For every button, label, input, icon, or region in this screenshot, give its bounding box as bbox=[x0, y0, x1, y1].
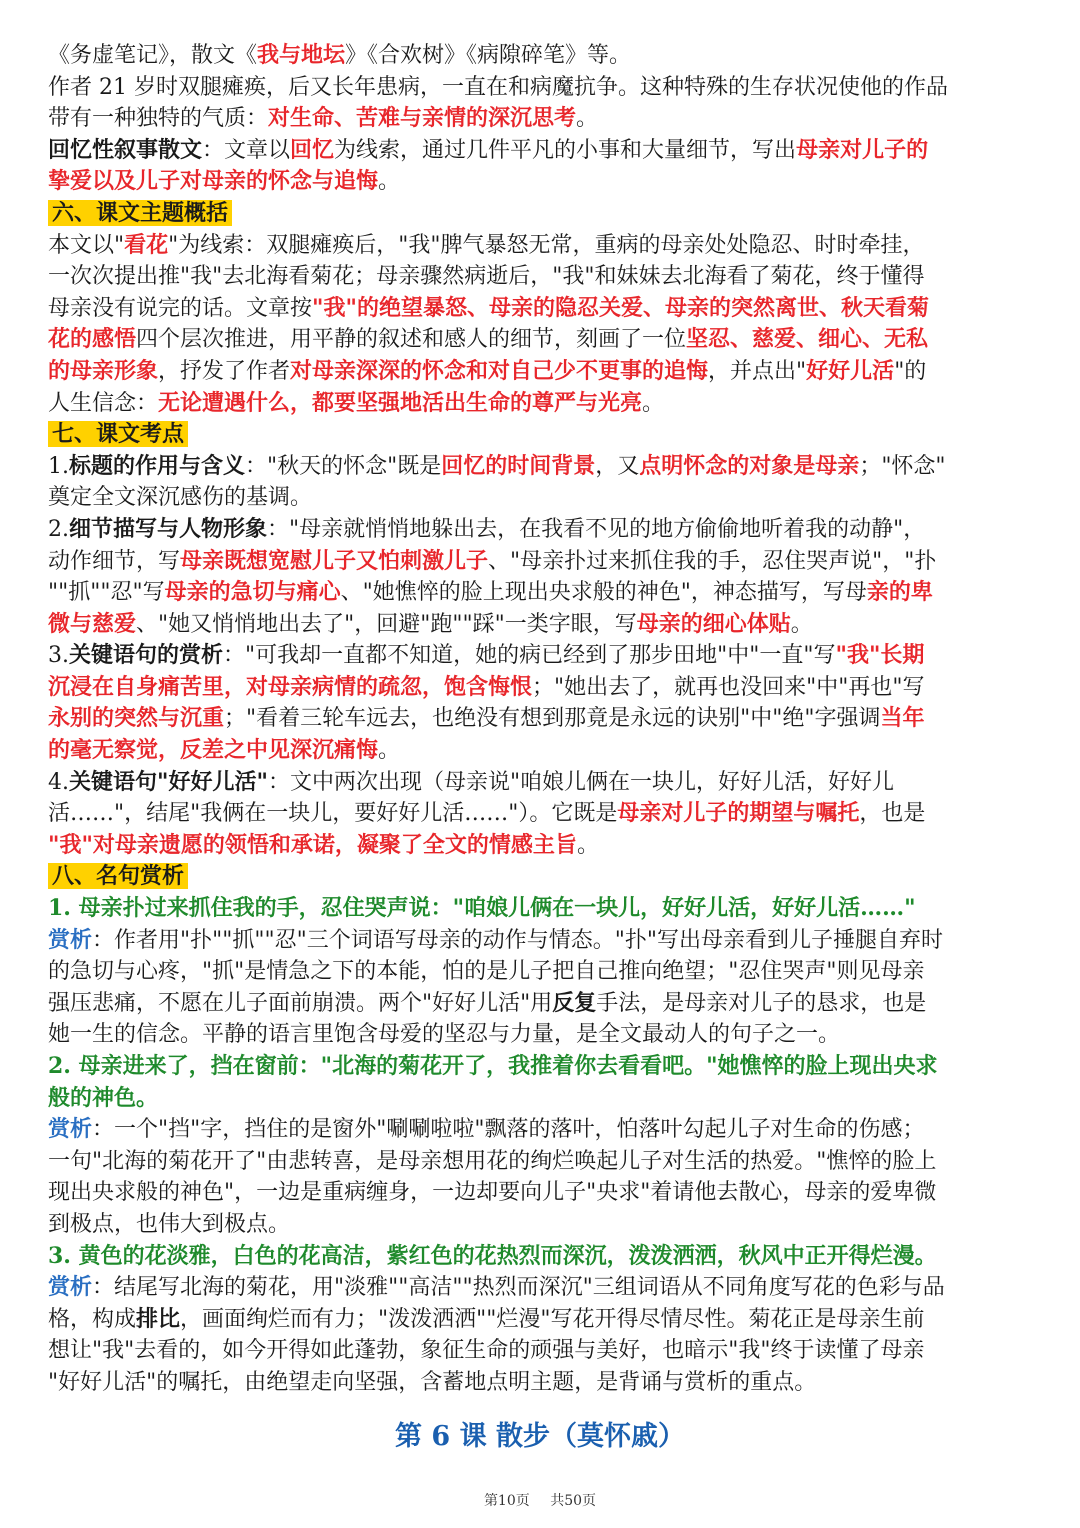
text-run: ；"她出去了，就再也没回来"中"再也"写 bbox=[532, 674, 925, 700]
text-run: ："秋天的怀念"既是 bbox=[245, 453, 442, 479]
text-run: ："母亲就悄悄地躲出去，在我看不见的地方偷偷地听着我的动静"， bbox=[267, 516, 926, 542]
text-line bbox=[48, 230, 1038, 262]
text-run: ：结尾写北海的菊花，用"淡雅""高洁""热烈而深沉"三组词语从不同角度写花的色彩与品 bbox=[92, 1275, 945, 1301]
text-run: 、"母亲扑过来抓住我的手，忍住哭声说"，"扑 bbox=[488, 548, 937, 574]
emphasis-text: 对母亲深深的怀念和对自己少不更事的追悔 bbox=[290, 357, 709, 384]
text-line bbox=[48, 293, 1038, 325]
text-run: "好好儿活"的嘱托，由绝望走向坚强，含蓄地点明主题，是背诵与赏析的重点。 bbox=[48, 1369, 817, 1395]
text-line bbox=[48, 988, 1038, 1020]
text-run: 。 bbox=[378, 738, 401, 764]
document-body bbox=[48, 40, 1038, 1399]
emphasis-text: 亲的卑 bbox=[866, 579, 933, 606]
emphasis-text: 回忆 bbox=[290, 136, 335, 163]
emphasis-text: 好好儿活 bbox=[806, 357, 895, 384]
section-heading: 六、课文主题概括 bbox=[48, 200, 232, 226]
text-run: 母亲没有说完的话。文章按 bbox=[48, 295, 313, 321]
text-run: 人生信念： bbox=[48, 390, 159, 416]
text-line bbox=[48, 356, 1038, 388]
text-line bbox=[48, 1177, 1038, 1209]
text-run: ：文章以 bbox=[202, 137, 291, 163]
bold-term: 关键语句"好好儿活" bbox=[69, 768, 268, 795]
emphasis-text: 沉浸在自身痛苦里，对母亲病情的疏忽，饱含悔恨 bbox=[48, 673, 533, 700]
text-line bbox=[48, 767, 1038, 799]
text-run: ：文中两次出现（母亲说"咱娘儿俩在一块儿，好好儿活，好好儿 bbox=[267, 769, 895, 795]
text-line bbox=[48, 1335, 1038, 1367]
text-line bbox=[48, 1051, 1038, 1083]
text-line bbox=[48, 103, 1038, 135]
emphasis-text: 的母亲形象 bbox=[48, 357, 159, 384]
emphasis-text: 母亲既想宽慰儿子又怕刺激儿子 bbox=[180, 547, 489, 574]
emphasis-text: 母亲对儿子的 bbox=[796, 136, 929, 163]
emphasis-text: 挚爱以及儿子对母亲的怀念与追悔 bbox=[48, 168, 379, 195]
text-run: 4. bbox=[48, 769, 69, 795]
text-run: 。 bbox=[378, 169, 401, 195]
text-run: ，也是 bbox=[859, 801, 926, 827]
text-line bbox=[48, 1209, 1038, 1241]
text-line bbox=[48, 956, 1038, 988]
text-line bbox=[48, 577, 1038, 609]
text-run: 奠定全文深沉感伤的基调。 bbox=[48, 485, 313, 511]
text-line bbox=[48, 451, 1038, 483]
text-run: 作者 21 岁时双腿瘫痪，后又长年患病，一直在和病魔抗争。这种特殊的生存状况使他的作品 bbox=[48, 74, 948, 100]
text-line bbox=[48, 798, 1038, 830]
emphasis-text: 回忆的时间背景 bbox=[441, 452, 596, 479]
text-run: 手法，是母亲对儿子的恳求，也是 bbox=[596, 990, 927, 1016]
text-run: 《务虚笔记》，散文《 bbox=[48, 43, 258, 68]
text-line bbox=[48, 1272, 1038, 1304]
text-line bbox=[48, 925, 1038, 957]
bold-term: 反复 bbox=[552, 989, 597, 1016]
page-total: 共50页 bbox=[550, 1493, 597, 1509]
text-line bbox=[48, 893, 1038, 925]
text-run: 本文以" bbox=[48, 232, 125, 258]
text-run: ：作者用"扑""抓""忍"三个词语写母亲的动作与情态。"扑"写出母亲看到儿子捶腿自弃时 bbox=[92, 927, 943, 953]
bold-term: 排比 bbox=[136, 1305, 181, 1332]
section-heading-line bbox=[48, 198, 1038, 230]
bold-term: 回忆性叙事散文 bbox=[48, 136, 203, 163]
text-run: 、"她憔悴的脸上现出央求般的神色"，神态描写，写母 bbox=[340, 580, 867, 606]
text-run: 四个层次推进，用平静的叙述和感人的细节，刻画了一位 bbox=[136, 327, 687, 353]
text-run: ；"怀念" bbox=[859, 453, 946, 479]
text-run: ；"看着三轮车远去，也绝没有想到那竟是永远的诀别"中"绝"字强调 bbox=[224, 706, 881, 732]
text-line bbox=[48, 135, 1038, 167]
text-line bbox=[48, 482, 1038, 514]
text-run: 格，构成 bbox=[48, 1306, 137, 1332]
section-heading-line bbox=[48, 861, 1038, 893]
emphasis-text: 坚忍、慈爱、细心、无私 bbox=[686, 326, 929, 353]
text-run: 。 bbox=[790, 611, 813, 637]
text-run: ，又 bbox=[595, 453, 640, 479]
text-run: "为线索：双腿瘫痪后，"我"脾气暴怒无常，重病的母亲处处隐忍、时时牵挂， bbox=[168, 232, 925, 258]
emphasis-text: 对生命、苦难与亲情的深沉思考 bbox=[268, 105, 577, 132]
text-run: 现出央求般的神色"，一边是重病缠身，一边却要向儿子"央求"着请他去散心，母亲的爱卑微 bbox=[48, 1180, 937, 1206]
text-line bbox=[48, 388, 1038, 420]
emphasis-text: 花的感悟 bbox=[48, 326, 137, 353]
analysis-label: 赏析 bbox=[48, 1116, 93, 1143]
text-line bbox=[48, 261, 1038, 293]
section-heading: 七、课文考点 bbox=[48, 421, 188, 447]
text-line bbox=[48, 40, 1038, 72]
text-line bbox=[48, 514, 1038, 546]
emphasis-text: 无论遭遇什么，都要坚强地活出生命的尊严与光亮 bbox=[158, 389, 643, 416]
text-run: 。 bbox=[576, 832, 599, 858]
text-run: 》《合欢树》《病隙碎笔》等。 bbox=[345, 43, 632, 68]
text-run: 。 bbox=[642, 390, 665, 416]
analysis-label: 赏析 bbox=[48, 1274, 93, 1301]
bold-term: 关键语句的赏析 bbox=[69, 642, 224, 669]
text-run: 一次次提出推"我"去北海看菊花；母亲骤然病逝后，"我"和妹妹去北海看了菊花，终于懂得 bbox=[48, 264, 925, 290]
quote-text: 1. 母亲扑过来抓住我的手，忍住哭声说："咱娘儿俩在一块儿，好好儿活，好好儿活……" bbox=[48, 895, 916, 922]
emphasis-text: "我"的绝望暴怒、母亲的隐忍关爱、母亲的突然离世、秋天看菊 bbox=[312, 294, 929, 321]
text-line bbox=[48, 166, 1038, 198]
text-line bbox=[48, 1083, 1038, 1115]
emphasis-text: "我"长期 bbox=[835, 642, 925, 669]
quote-text: 2. 母亲进来了，挡在窗前："北海的菊花开了，我推着你去看看吧。"她憔悴的脸上现出央求 bbox=[48, 1053, 938, 1079]
text-line bbox=[48, 703, 1038, 735]
text-run: ："可我却一直都不知道，她的病已经到了那步田地"中"一直"写 bbox=[223, 643, 836, 669]
text-run: ""抓""忍"写 bbox=[48, 580, 165, 606]
text-run: 3. bbox=[48, 643, 69, 669]
text-line bbox=[48, 72, 1038, 104]
page-footer bbox=[0, 1490, 1080, 1510]
emphasis-text: "我"对母亲遗愿的领悟和承诺，凝聚了全文的情感主旨 bbox=[48, 831, 577, 858]
text-run: 为线索，通过几件平凡的小事和大量细节，写出 bbox=[334, 137, 797, 163]
text-run: 2. bbox=[48, 516, 69, 542]
text-run: ，抒发了作者 bbox=[158, 358, 291, 384]
lesson-heading: 第 6 课 散步（莫怀戚） bbox=[395, 1421, 685, 1452]
text-run: 强压悲痛，不愿在儿子面前崩溃。两个"好好儿活"用 bbox=[48, 990, 553, 1016]
emphasis-text: 母亲的细心体贴 bbox=[636, 610, 791, 637]
text-run: 一句"北海的菊花开了"由悲转喜，是母亲想用花的绚烂唤起儿子对生活的热爱。"憔悴的脸上 bbox=[48, 1148, 937, 1174]
emphasis-text: 母亲对儿子的期望与嘱托 bbox=[617, 800, 860, 827]
text-run: 带有一种独特的气质： bbox=[48, 106, 269, 132]
text-run: 1. bbox=[48, 453, 69, 479]
emphasis-text: 微与慈爱 bbox=[48, 610, 137, 637]
section-heading-line bbox=[48, 419, 1038, 451]
text-run: 想让"我"去看的，如今开得如此蓬勃，象征生命的顽强与美好，也暗示"我"终于读懂了母亲 bbox=[48, 1338, 925, 1364]
text-run: 到极点，也伟大到极点。 bbox=[48, 1211, 291, 1237]
quote-text: 3. 黄色的花淡雅，白色的花高洁，紫红色的花热烈而深沉，泼泼洒洒，秋风中正开得烂漫。 bbox=[48, 1242, 937, 1269]
text-line bbox=[48, 1241, 1038, 1273]
text-run: 活……"，结尾"我俩在一块儿，要好好儿活……"）。它既是 bbox=[48, 801, 618, 827]
section-heading: 八、名句赏析 bbox=[48, 863, 188, 889]
text-line bbox=[48, 546, 1038, 578]
emphasis-text: 看花 bbox=[124, 231, 169, 258]
text-line bbox=[48, 1367, 1038, 1399]
emphasis-text: 母亲的急切与痛心 bbox=[164, 579, 341, 606]
text-line bbox=[48, 1019, 1038, 1051]
text-run: 。 bbox=[576, 106, 599, 132]
text-run: ，并点出" bbox=[708, 358, 807, 384]
emphasis-text: 永别的突然与沉重 bbox=[48, 705, 225, 732]
analysis-label: 赏析 bbox=[48, 926, 93, 953]
text-line bbox=[48, 672, 1038, 704]
text-line bbox=[48, 640, 1038, 672]
text-run: 、"她又悄悄地出去了"，回避"跑""踩"一类字眼，写 bbox=[136, 611, 637, 637]
text-line bbox=[48, 1114, 1038, 1146]
text-line bbox=[48, 324, 1038, 356]
emphasis-text: 点明怀念的对象是母亲 bbox=[639, 452, 860, 479]
text-line bbox=[48, 830, 1038, 862]
bold-term: 标题的作用与含义 bbox=[69, 452, 246, 479]
bold-term: 细节描写与人物形象 bbox=[69, 515, 268, 542]
emphasis-text: 当年 bbox=[880, 705, 925, 732]
text-line bbox=[48, 609, 1038, 641]
page-number: 第10页 bbox=[483, 1493, 530, 1509]
text-run: "的 bbox=[894, 358, 927, 384]
emphasis-text: 的毫无察觉，反差之中见深沉痛悔 bbox=[48, 737, 379, 764]
text-run: 的急切与心疼，"抓"是情急之下的本能，怕的是儿子把自己推向绝望；"忍住哭声"则见母亲 bbox=[48, 959, 925, 985]
text-run: ：一个"挡"字，挡住的是窗外"唰唰啦啦"飘落的落叶，怕落叶勾起儿子对生命的伤感； bbox=[92, 1117, 925, 1143]
text-run: ，画面绚烂而有力；"泼泼洒洒""烂漫"写花开得尽情尽性。菊花正是母亲生前 bbox=[180, 1306, 925, 1332]
text-run: 她一生的信念。平静的语言里饱含母爱的坚忍与力量，是全文最动人的句子之一。 bbox=[48, 1022, 841, 1048]
text-run: 动作细节，写 bbox=[48, 548, 181, 574]
text-line bbox=[48, 1146, 1038, 1178]
emphasis-text: 我与地坛 bbox=[257, 42, 346, 68]
text-line bbox=[48, 1304, 1038, 1336]
text-line bbox=[48, 735, 1038, 767]
quote-text: 般的神色。 bbox=[48, 1084, 159, 1111]
